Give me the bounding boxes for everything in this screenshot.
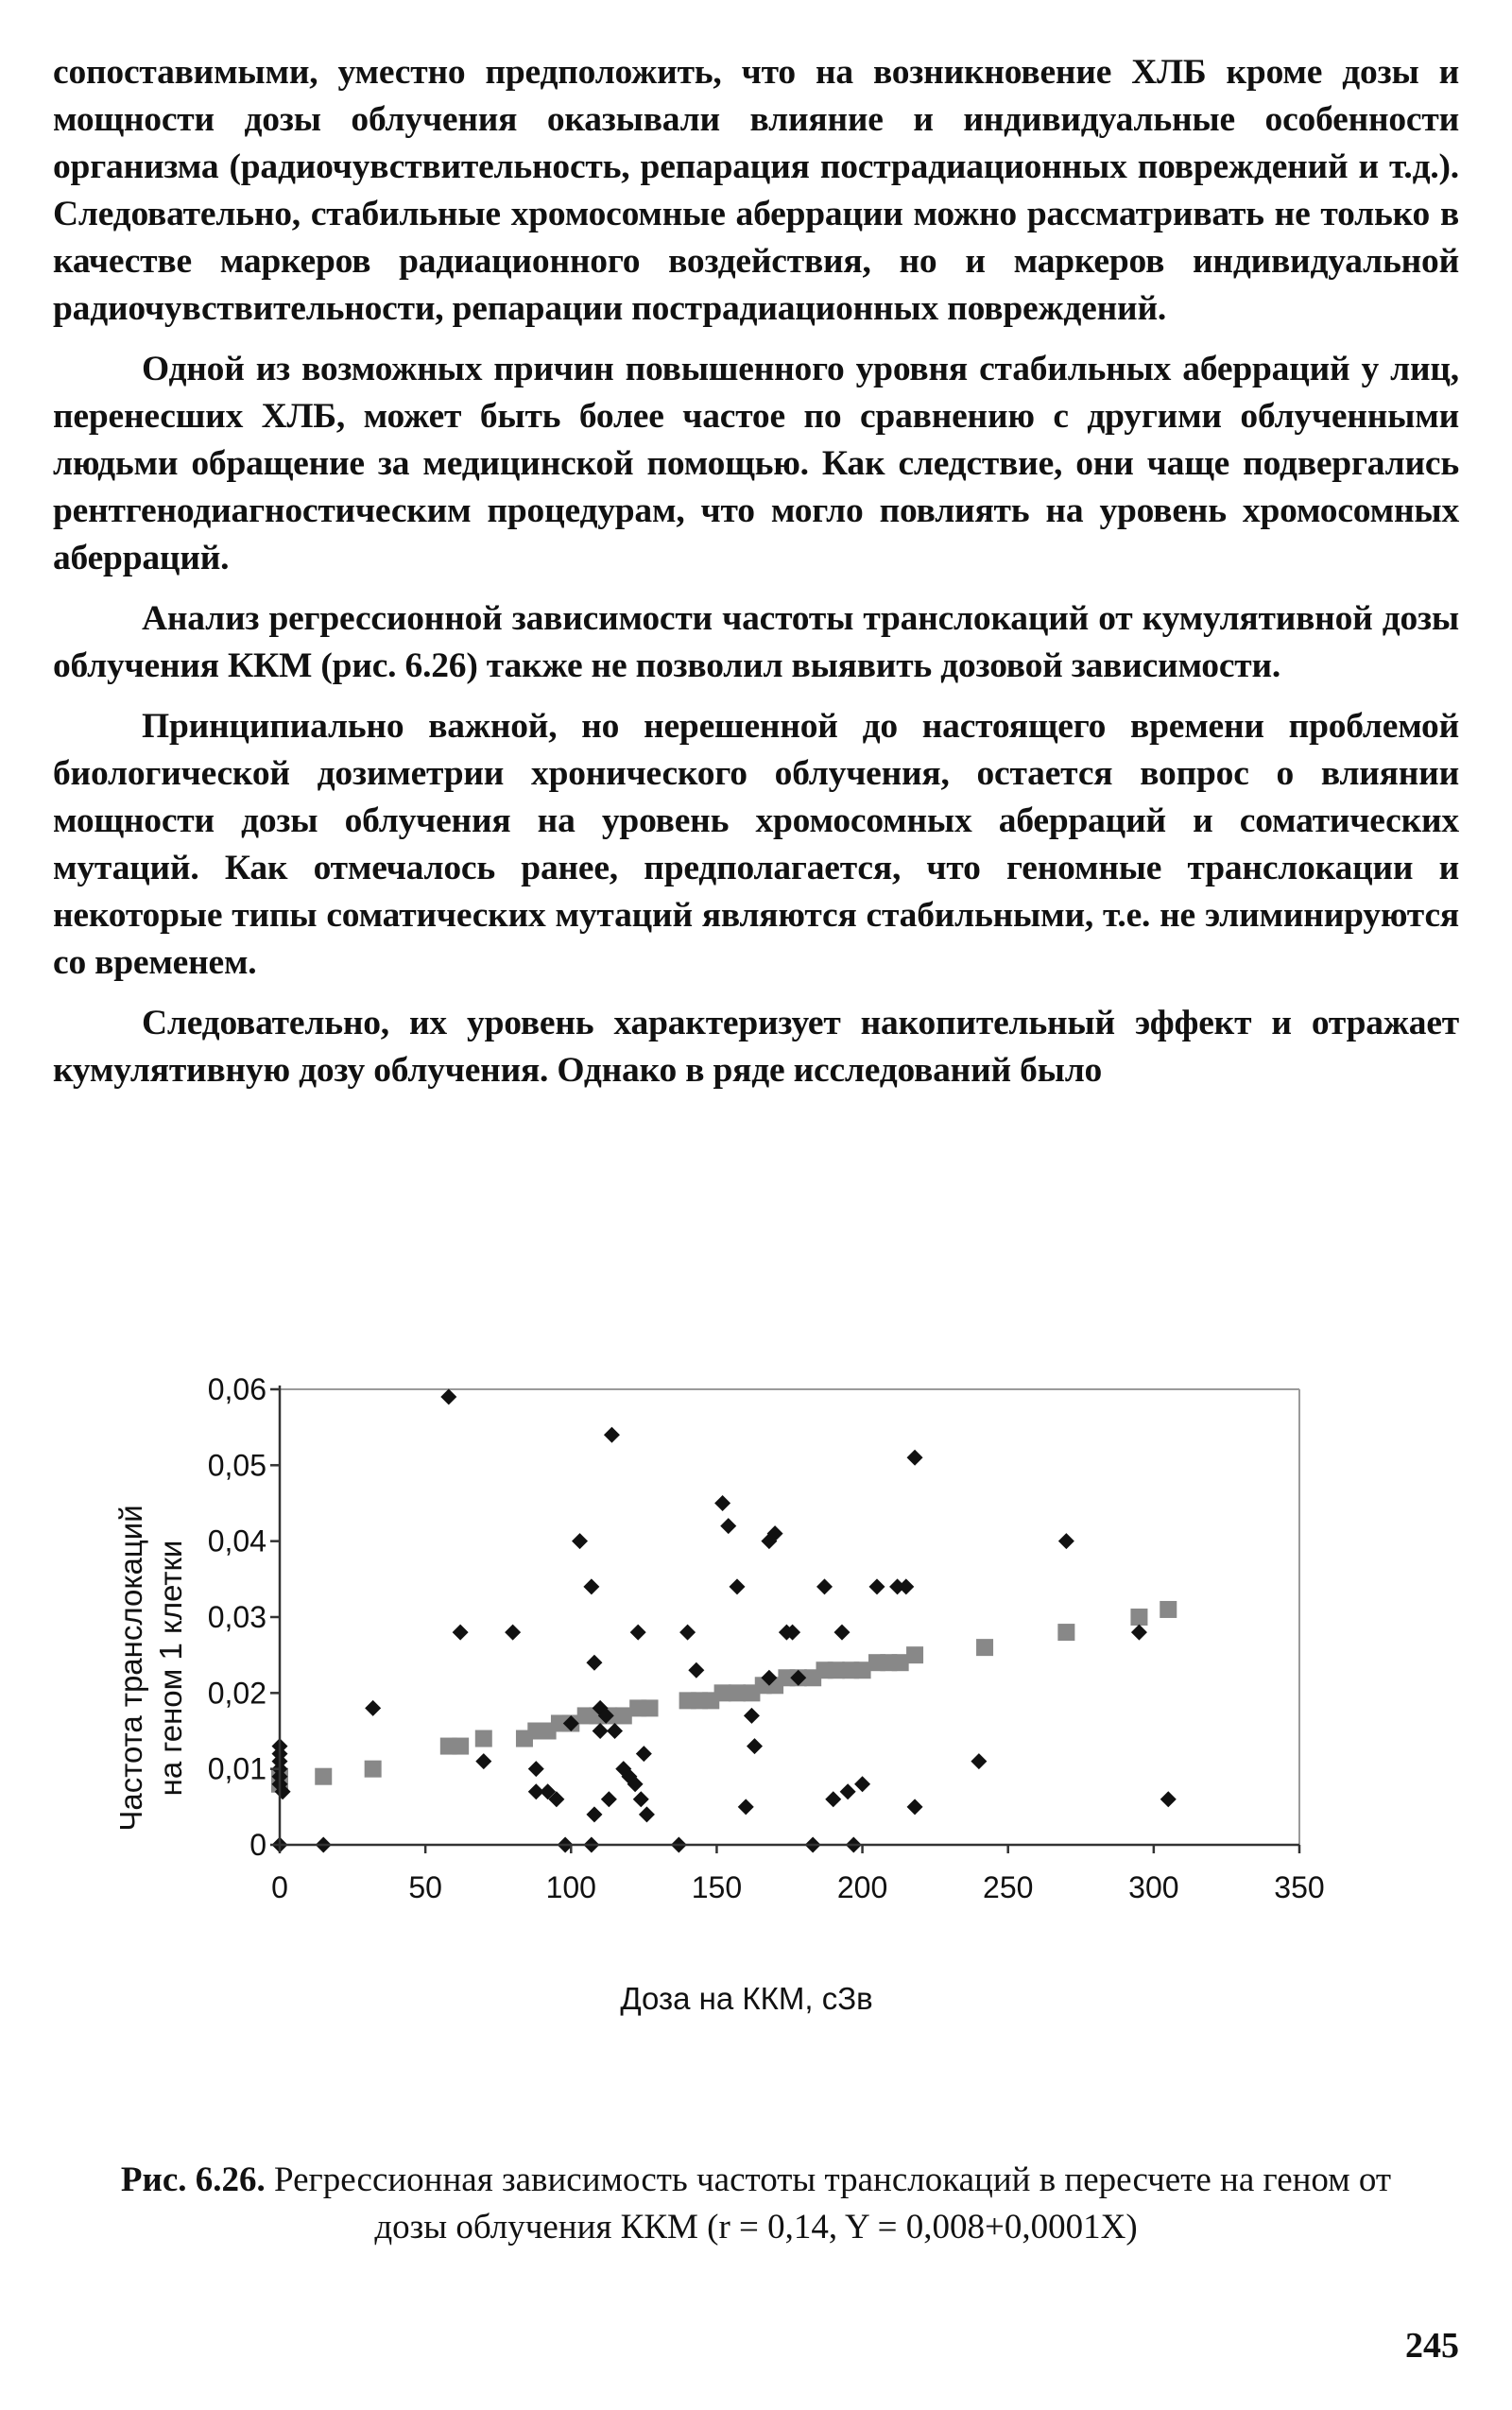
fitted-point-6: [475, 1730, 492, 1747]
body-text: [53, 49, 1459, 1108]
x-tick-label-4: 200: [836, 1870, 888, 1904]
fitted-point-17: [642, 1699, 659, 1716]
x-axis-label: Доза на ККМ, сЗв: [620, 1981, 873, 2016]
x-tick-label-2: 100: [545, 1870, 596, 1904]
observed-point-40: [688, 1662, 704, 1678]
observed-point-28: [601, 1791, 617, 1807]
observed-point-64: [907, 1450, 923, 1466]
fitted-point-37: [976, 1639, 993, 1656]
y-tick-label-2: 0,02: [207, 1676, 266, 1711]
paragraph-1: сопоставимыми, уместно предположить, что на возникновение ХЛБ кроме дозы и мощности дозы облучения оказывали влияние и индивидуальные особенности организма (радиочувствительность, репарация пострадиационных повреждений и т.д.). Следовательно, стабильные хромосомные аберрации можно рассматривать не только в качестве маркеров радиационного воздействия, но и маркеров индивидуальной радиочувствительности, репарации пострадиационных повреждений.: [53, 53, 1459, 328]
observed-point-25: [593, 1723, 609, 1739]
fitted-point-21: [714, 1684, 731, 1701]
observed-point-46: [747, 1738, 763, 1754]
observed-point-39: [679, 1625, 696, 1641]
fitted-point-22: [729, 1684, 746, 1701]
observed-point-45: [744, 1708, 760, 1724]
observed-point-14: [528, 1761, 544, 1777]
y-axis-label-line2: на геном 1 клетки: [153, 1540, 188, 1797]
fitted-point-35: [892, 1654, 909, 1671]
observed-point-42: [720, 1518, 736, 1534]
y-tick-label-1: 0,01: [207, 1751, 266, 1786]
observed-point-12: [475, 1753, 491, 1769]
caption-text: Регрессионная зависимость частоты транслокаций в пересчете на геном от дозы облучения ККМ (r = 0,14, Y = 0,008+0,0001X): [265, 2160, 1392, 2246]
fitted-point-15: [615, 1707, 632, 1724]
observed-point-24: [586, 1655, 602, 1671]
x-tick-label-6: 300: [1128, 1870, 1179, 1904]
observed-point-9: [365, 1700, 381, 1716]
page-number: 245: [1405, 2326, 1459, 2366]
observed-point-57: [840, 1783, 856, 1799]
figure-label: Рис. 6.26.: [120, 2160, 266, 2199]
observed-point-30: [607, 1723, 623, 1739]
x-tick-label-0: 0: [271, 1870, 288, 1904]
y-tick-label-3: 0,03: [207, 1600, 266, 1634]
fitted-point-39: [1130, 1609, 1147, 1626]
paragraph-2: Одной из возможных причин повышенного уровня стабильных аберраций у лиц, перенесших ХЛБ, может быть более частое по сравнению с другими облученными людьми обращение за медицинской помощью. Как следствие, они чаще подвергались рентгенодиагностическим процедурам, что могло повлиять на уровень хромосомных аберраций.: [53, 350, 1459, 577]
fitted-point-32: [854, 1661, 871, 1678]
x-tick-label-1: 50: [408, 1870, 442, 1904]
observed-point-54: [816, 1578, 833, 1594]
observed-point-43: [730, 1578, 746, 1594]
observed-point-35: [633, 1791, 649, 1807]
observed-point-23: [586, 1806, 602, 1822]
observed-point-20: [572, 1533, 588, 1549]
x-tick-label-5: 250: [983, 1870, 1034, 1904]
observed-point-66: [1058, 1533, 1074, 1549]
figure-caption: [85, 2157, 1427, 2251]
observed-point-56: [833, 1625, 850, 1641]
observed-point-21: [583, 1578, 599, 1594]
paragraph-4: Принципиально важной, но нерешенной до настоящего времени проблемой биологической дозиметрии хронического облучения, остается вопрос о влиянии мощности дозы облучения на уровень хромосомных аберраций и соматических мутаций. Как отмечалось ранее, предполагается, что геномные транслокации и некоторые типы соматических мутаций являются стабильными, т.е. не элиминируются со временем.: [53, 707, 1459, 982]
paragraph-3: Анализ регрессионной зависимости частоты транслокаций от кумулятивной дозы облучения ККМ (рис. 6.26) также не позволил выявить дозовой зависимости.: [53, 599, 1459, 685]
observed-point-10: [440, 1389, 456, 1405]
observed-point-55: [825, 1791, 841, 1807]
y-axis-label-line1: Частота транслокаций: [113, 1505, 148, 1832]
observed-point-67: [1131, 1625, 1147, 1641]
observed-point-41: [714, 1495, 730, 1511]
x-tick-label-7: 350: [1274, 1870, 1325, 1904]
observed-point-59: [854, 1776, 870, 1792]
paragraph-5: Следовательно, их уровень характеризует накопительный эффект и отражает кумулятивную дозу облучения. Однако в ряде исследований было: [53, 1004, 1459, 1090]
observed-point-29: [604, 1427, 620, 1443]
observed-point-34: [630, 1625, 646, 1641]
fitted-point-30: [828, 1661, 845, 1678]
observed-point-63: [907, 1799, 923, 1815]
scatter-chart: [0, 1361, 1512, 2023]
observed-point-44: [738, 1799, 754, 1815]
fitted-point-38: [1057, 1624, 1074, 1641]
y-tick-label-0: 0: [249, 1828, 266, 1862]
observed-point-62: [898, 1578, 914, 1594]
observed-point-36: [636, 1746, 652, 1762]
y-tick-label-5: 0,05: [207, 1448, 266, 1483]
fitted-point-40: [1160, 1601, 1177, 1618]
fitted-point-5: [452, 1738, 469, 1755]
observed-point-68: [1160, 1791, 1177, 1807]
observed-point-11: [453, 1625, 469, 1641]
observed-point-60: [868, 1578, 885, 1594]
observed-point-37: [639, 1806, 655, 1822]
fitted-point-3: [365, 1761, 382, 1778]
y-tick-label-4: 0,04: [207, 1523, 266, 1558]
fitted-point-36: [906, 1646, 923, 1663]
observed-point-13: [505, 1625, 521, 1641]
observed-point-65: [971, 1753, 987, 1769]
figure-6-26: [0, 1361, 1512, 2023]
fitted-point-2: [315, 1768, 332, 1785]
x-tick-label-3: 150: [691, 1870, 743, 1904]
y-tick-label-6: 0,06: [207, 1372, 266, 1406]
